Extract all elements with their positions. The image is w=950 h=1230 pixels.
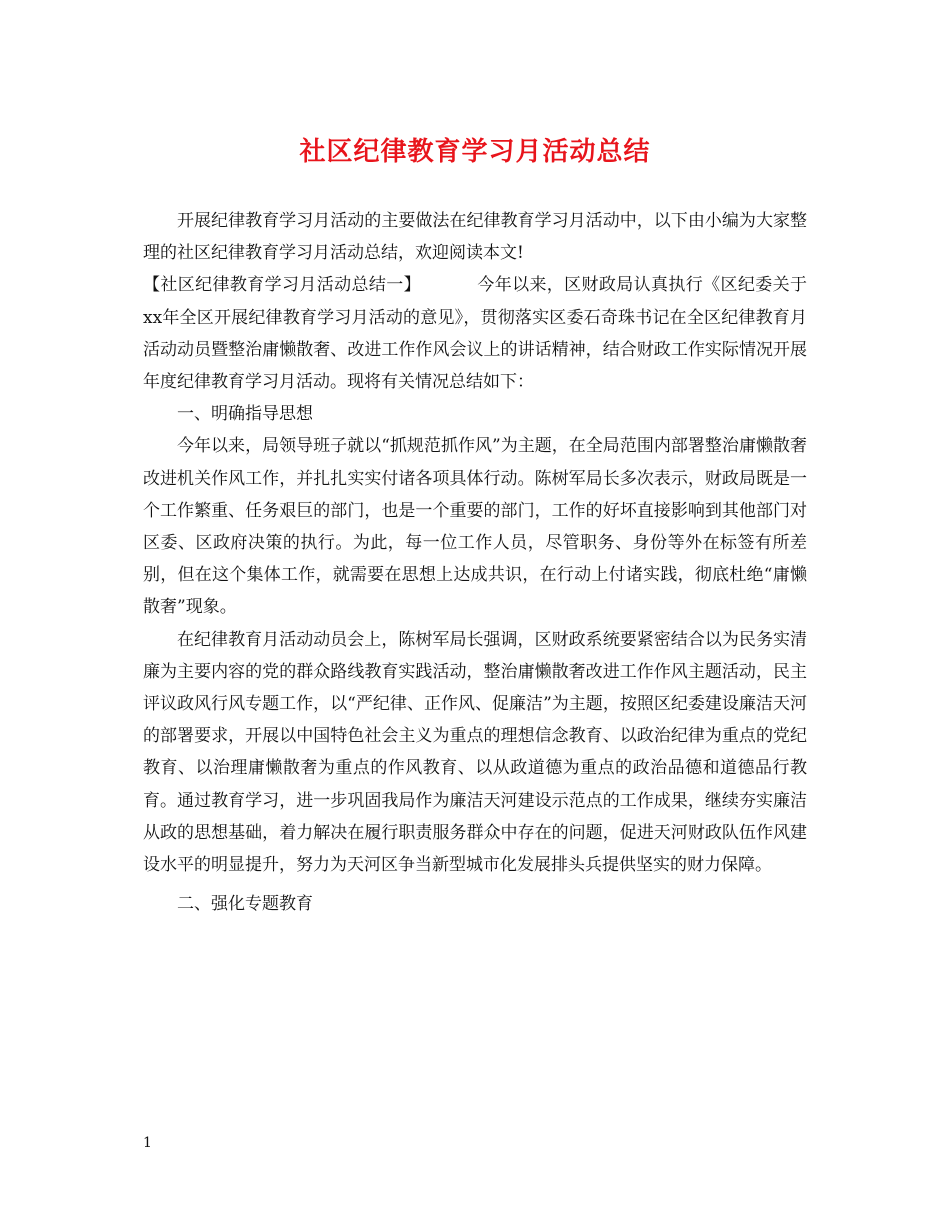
heading-guiding-thought: 一、明确指导思想 — [177, 404, 313, 425]
section1-paragraph — [143, 269, 807, 398]
document-body — [143, 205, 807, 920]
paragraph-2: 在纪律教育月活动动员会上，陈树军局长强调，区财政系统要紧密结合以为民务实清廉为主要内容的党的群众路线教育实践活动，整治庸懒散奢改进工作作风主题活动，民主评议政风行风专题工作，以“严纪律、正作风、促廉洁”为主题，按照区纪委建设廉洁天河的部署要求，开展以中国特色社会主义为重点的理想信念教育、以政治纪律为重点的党纪教育、以治理庸懒散奢为重点的作风教育、以从政道德为重点的政治品德和道德品行教育。通过教育学习，进一步巩固我局作为廉洁天河建设示范点的工作成果，继续夯实廉洁从政的思想基础，着力解决在履行职责服务群众中存在的问题，促进天河财政队伍作风建设水平的明显提升，努力为天河区争当新型城市化发展排头兵提供坚实的财力保障。 — [143, 629, 807, 876]
paragraph-1: 今年以来，局领导班子就以“抓规范抓作风”为主题，在全局范围内部署整治庸懒散奢改进机关作风工作，并扎扎实实付诸各项具体行动。陈树军局长多次表示，财政局既是一个工作繁重、任务艰巨的部门，也是一个重要的部门，工作的好坏直接影响到其他部门对区委、区政府决策的执行。为此，每一位工作人员，尽管职务、身份等外在标签有所差别，但在这个集体工作，就需要在思想上达成共识，在行动上付诸实践，彻底杜绝“庸懒散奢”现象。 — [143, 436, 807, 618]
page-number: 1 — [143, 1135, 152, 1151]
section1-label: 【社区纪律教育学习月活动总结一】 — [143, 275, 421, 296]
document-title: 社区纪律教育学习月活动总结 — [299, 137, 651, 167]
heading-special-education: 二、强化专题教育 — [177, 894, 313, 915]
intro-paragraph: 开展纪律教育学习月活动的主要做法在纪律教育学习月活动中，以下由小编为大家整理的社区纪律教育学习月活动总结，欢迎阅读本文! — [143, 211, 807, 264]
section1-text: 今年以来，区财政局认真执行《区纪委关于xx年全区开展纪律教育学习月活动的意见》，贯彻落实区委石奇珠书记在全区纪律教育月活动动员暨整治庸懒散奢、改进工作作风会议上的讲话精神，结合财政工作实际情况开展年度纪律教育学习月活动。现将有关情况总结如下： — [143, 275, 808, 393]
